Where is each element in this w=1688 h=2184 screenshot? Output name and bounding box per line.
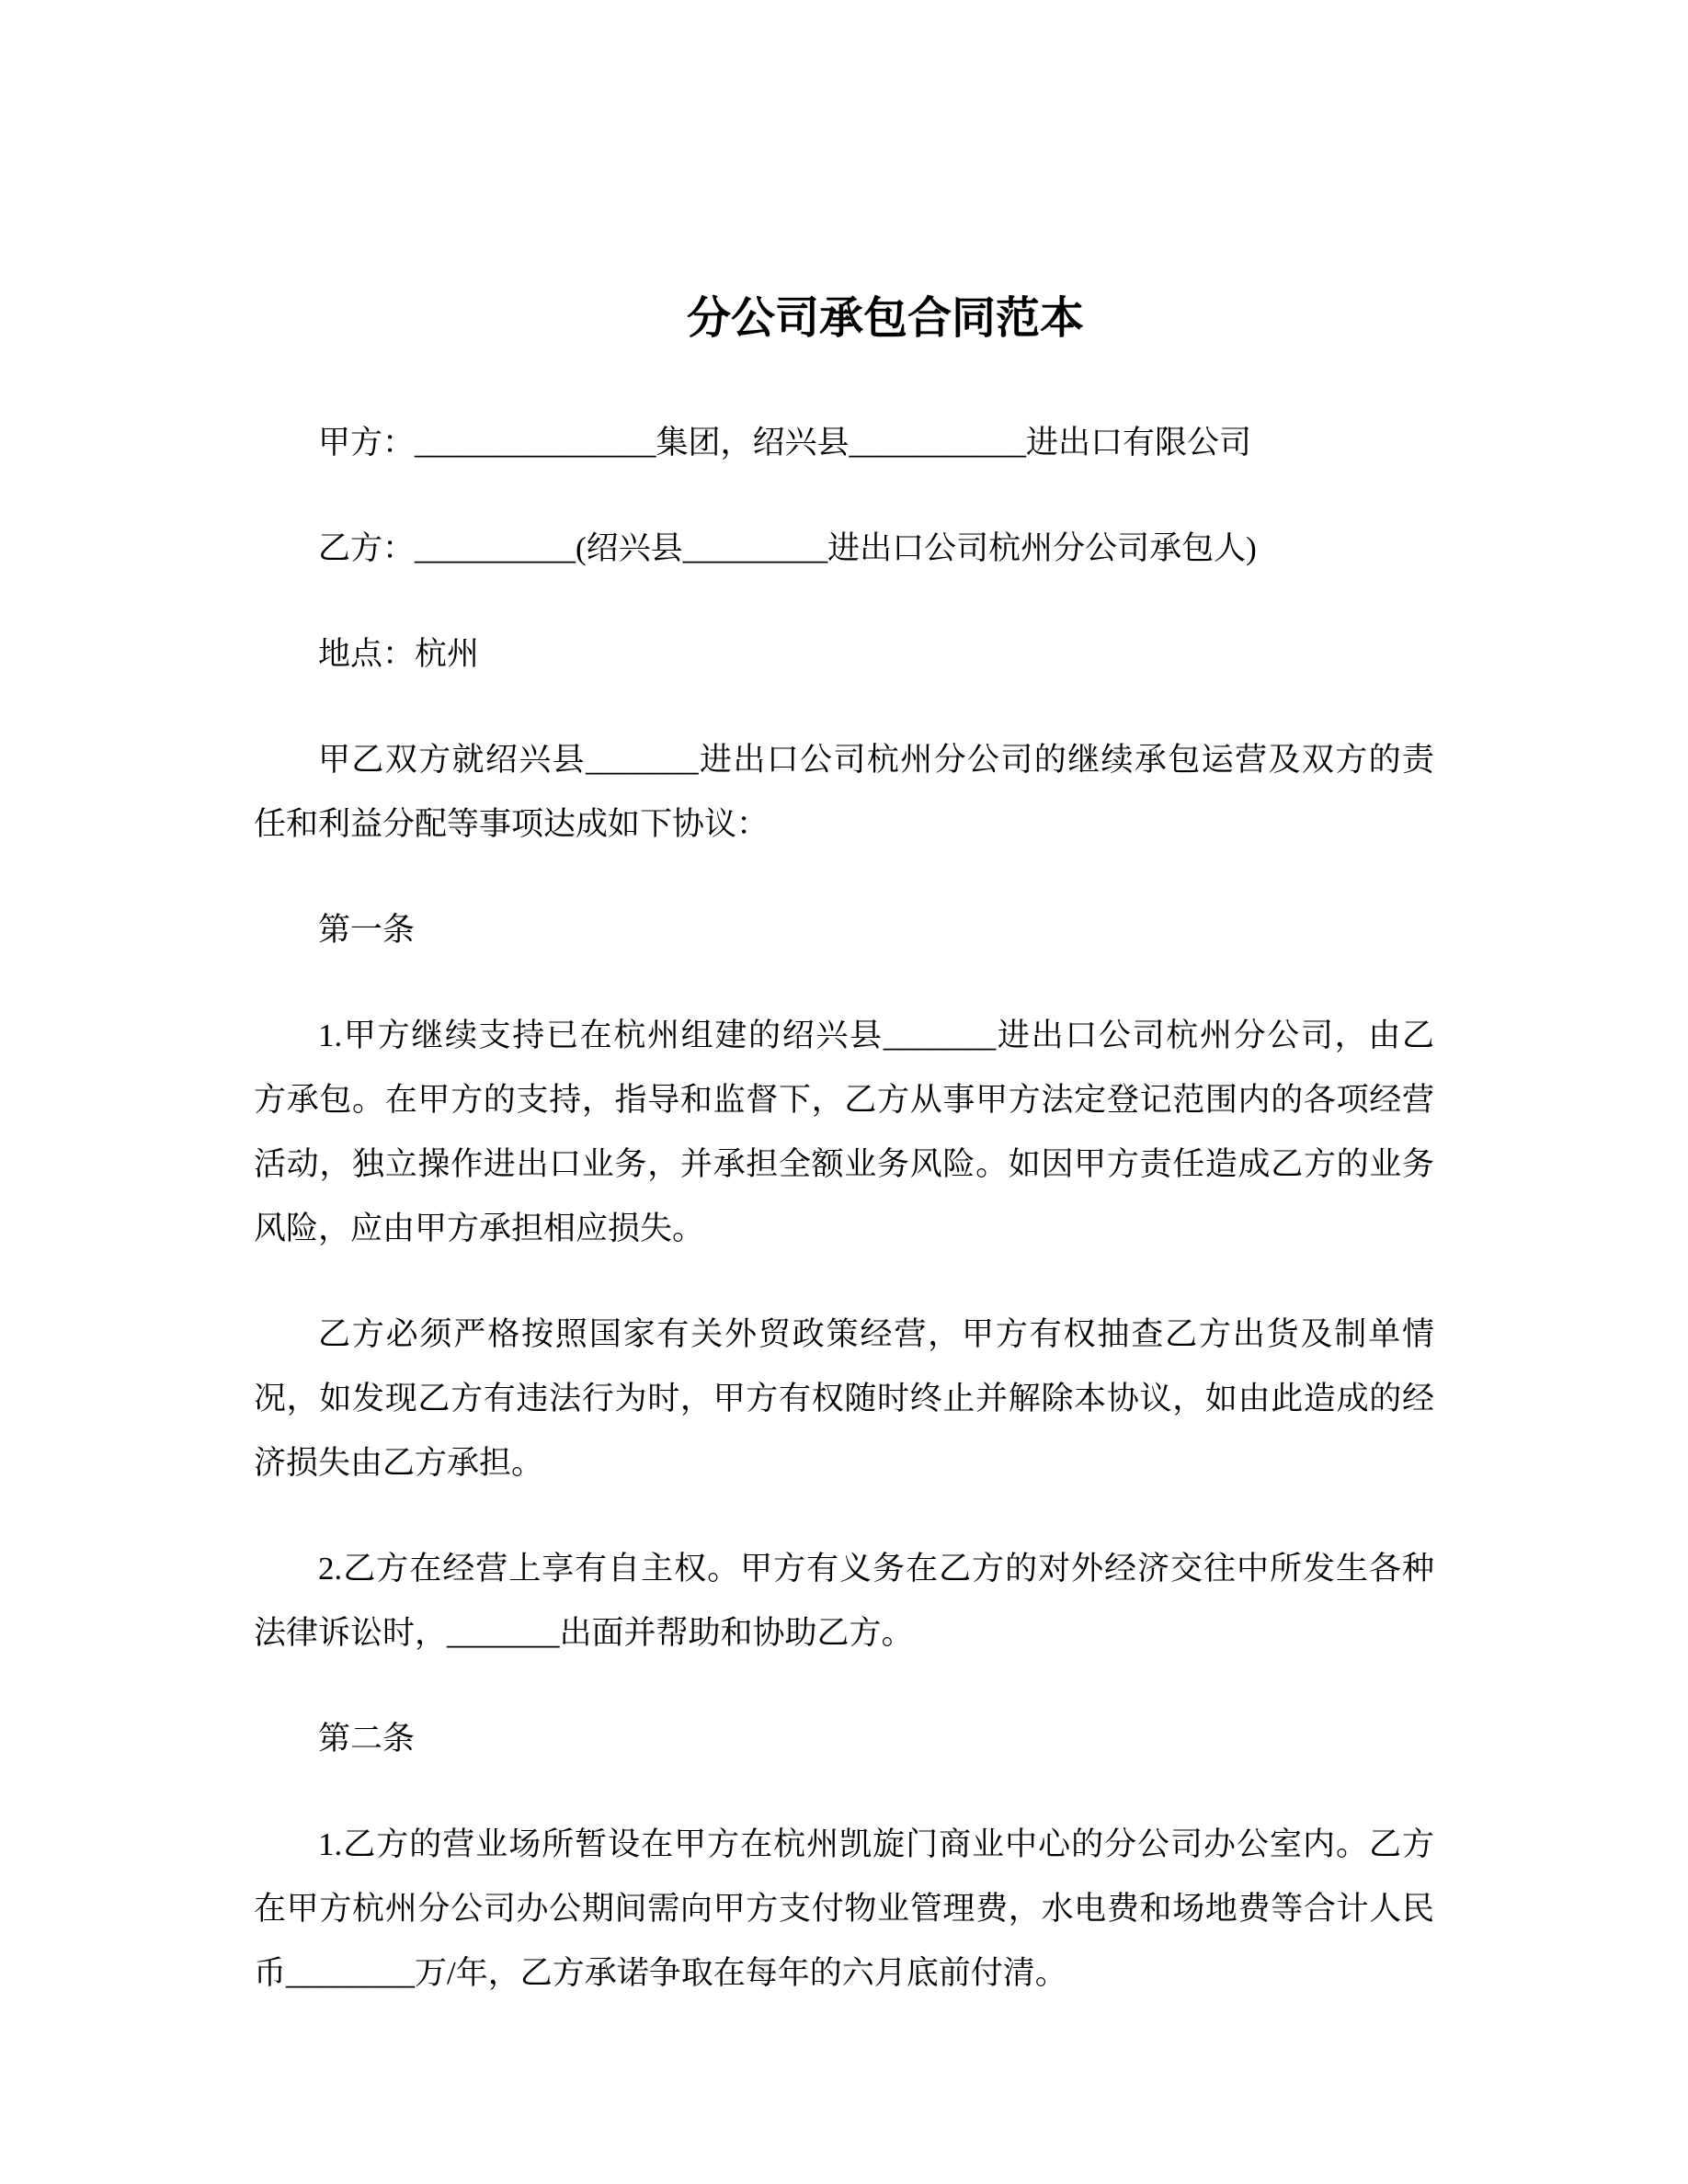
text-line: 第二条 (318, 1721, 416, 1757)
article-1-heading (254, 898, 1434, 962)
contract-body (254, 411, 1434, 2006)
text-line: 活动，独立操作进出口业务，并承担全额业务风险。如因甲方责任造成乙方的业务 (254, 1146, 1434, 1182)
text-line: 地点：杭州 (318, 636, 480, 672)
article-2-clause-1 (254, 1813, 1434, 2006)
text-line: 风险，应由甲方承担相应损失。 (254, 1211, 705, 1246)
text-line: 1.乙方的营业场所暂设在甲方在杭州凯旋门商业中心的分公司办公室内。乙方 (318, 1826, 1434, 1862)
party-a-line (254, 411, 1434, 475)
text-line: 甲方：_______________集团，绍兴县___________进出口有限公司 (318, 425, 1252, 461)
text-line: 在甲方杭州分公司办公期间需向甲方支付物业管理费，水电费和场地费等合计人民 (254, 1891, 1434, 1927)
text-line: 第一条 (318, 912, 416, 948)
text-line: 乙方必须严格按照国家有关外贸政策经营，甲方有权抽查乙方出货及制单情 (318, 1316, 1434, 1352)
text-line: 任和利益分配等事项达成如下协议： (254, 806, 770, 842)
text-line: 况，如发现乙方有违法行为时，甲方有权随时终止并解除本协议，如由此造成的经 (254, 1381, 1434, 1416)
text-line: 乙方：__________(绍兴县_________进出口公司杭州分公司承包人) (318, 530, 1257, 566)
document-title: 分公司承包合同范本 (686, 294, 1084, 343)
text-line: 方承包。在甲方的支持，指导和监督下，乙方从事甲方法定登记范围内的各项经营 (254, 1082, 1434, 1118)
text-line: 2.乙方在经营上享有自主权。甲方有义务在乙方的对外经济交往中所发生各种 (318, 1551, 1434, 1587)
article-2-heading (254, 1707, 1434, 1771)
preamble (254, 728, 1434, 857)
party-b-line (254, 517, 1434, 581)
text-line: 济损失由乙方承担。 (254, 1445, 544, 1481)
article-1-clause-1 (254, 1004, 1434, 1261)
text-line: 1.甲方继续支持已在杭州组建的绍兴县_______进出口公司杭州分公司，由乙 (318, 1018, 1434, 1053)
text-line: 法律诉讼时，_______出面并帮助和协助乙方。 (254, 1615, 914, 1651)
text-line: 甲乙双方就绍兴县_______进出口公司杭州分公司的继续承包运营及双方的责 (318, 742, 1434, 778)
article-1-clause-2 (254, 1537, 1434, 1666)
location-line (254, 622, 1434, 687)
text-line: 币________万/年，乙方承诺争取在每年的六月底前付清。 (254, 1955, 1067, 1991)
article-1-clause-1-supervision (254, 1302, 1434, 1496)
